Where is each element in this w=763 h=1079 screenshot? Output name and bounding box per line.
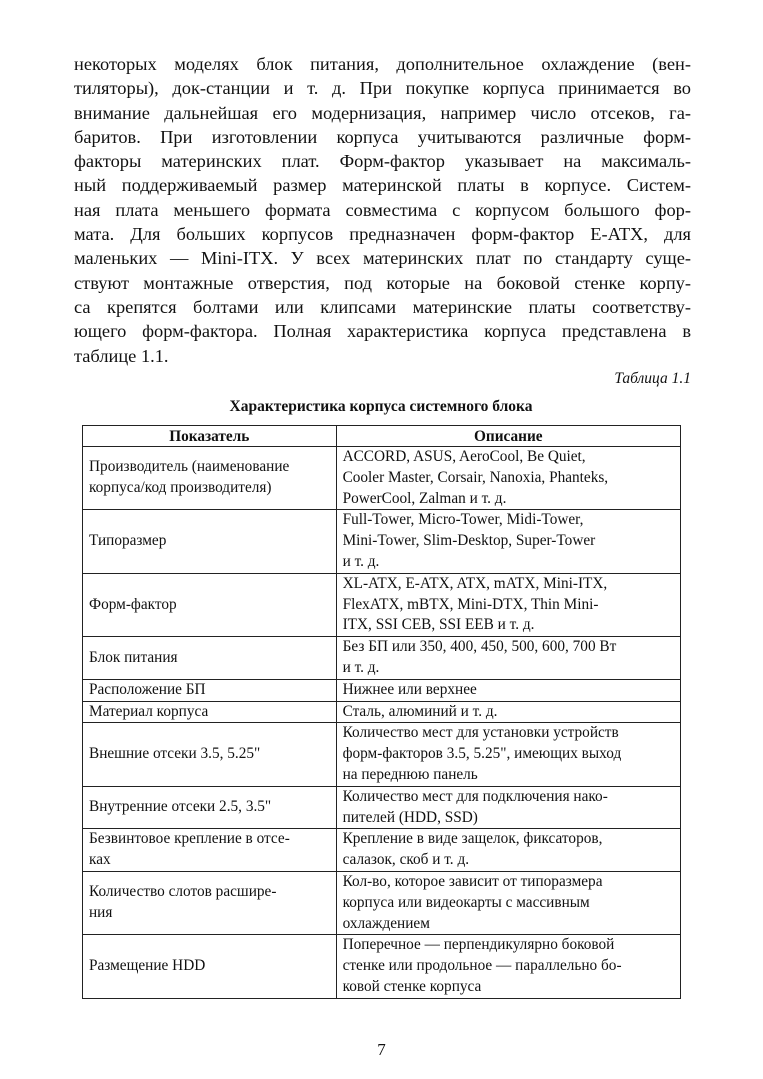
cell-line: Крепление в виде защелок, фиксаторов,	[342, 830, 603, 848]
indicator-cell	[83, 701, 337, 723]
body-line: ная плата меньшего формата совместима с корпусом большого фор-	[74, 199, 691, 220]
cell-line: Cooler Master, Corsair, Nanoxia, Phanteks,	[342, 468, 609, 486]
indicator-cell	[83, 510, 337, 573]
body-line: ствуют монтажные отверстия, под которые на боковой стенке корпу-	[74, 272, 691, 293]
body-line: маленьких — Mini-ITX. У всех материнских плат по стандарту суще-	[74, 248, 691, 269]
cell-line: Без БП или 350, 400, 450, 500, 600, 700 Вт	[342, 638, 617, 656]
cell-line: XL-ATX, E-ATX, ATX, mATX, Mini-ITX,	[342, 574, 608, 592]
cell-line: FlexATX, mBTX, Mini-DTX, Thin Mini-	[342, 595, 599, 613]
cell-line: и т. д.	[342, 658, 380, 676]
cell-line: Внутренние отсеки 2.5, 3.5"	[89, 798, 272, 816]
column-header-indicator: Показатель	[83, 426, 337, 447]
description-cell	[336, 829, 680, 872]
table-title: Характеристика корпуса системного блока	[229, 398, 533, 415]
cell-line: Форм-фактор	[89, 595, 177, 613]
cell-line: Размещение HDD	[89, 957, 206, 975]
description-cell	[336, 573, 680, 636]
table-row	[83, 723, 681, 786]
description-cell	[336, 935, 680, 998]
cell-line: ния	[89, 904, 113, 922]
cell-line: Внешние отсеки 3.5, 5.25"	[89, 745, 261, 763]
description-cell	[336, 510, 680, 573]
description-cell	[336, 701, 680, 723]
indicator-cell	[83, 679, 337, 701]
body-line: ющего форм-фактора. Полная характеристика корпуса представлена в	[74, 321, 691, 342]
indicator-cell	[83, 935, 337, 998]
indicator-cell	[83, 829, 337, 872]
cell-line: Mini-Tower, Slim-Desktop, Super-Tower	[342, 532, 596, 550]
cell-line: ках	[89, 851, 111, 869]
body-line: внимание дальнейшая его модернизация, например число отсеков, га-	[74, 102, 691, 123]
table-row	[83, 637, 681, 680]
indicator-cell	[83, 447, 337, 510]
table-row	[83, 510, 681, 573]
table-row	[83, 871, 681, 934]
cell-line: Кол-во, которое зависит от типоразмера	[342, 872, 603, 890]
cell-line: Full-Tower, Micro-Tower, Midi-Tower,	[342, 511, 584, 529]
cell-line: форм-факторов 3.5, 5.25", имеющих выход	[342, 745, 622, 763]
page-number: 7	[377, 1040, 386, 1059]
table-row	[83, 447, 681, 510]
body-line: баритов. При изготовлении корпуса учитываются различные форм-	[74, 126, 691, 147]
cell-line: ковой стенке корпуса	[342, 977, 482, 995]
cell-line: ACCORD, ASUS, AeroCool, Be Quiet,	[342, 448, 586, 465]
cell-line: PowerCool, Zalman и т. д.	[342, 489, 507, 507]
indicator-cell	[83, 871, 337, 934]
cell-line: стенке или продольное — параллельно бо-	[342, 957, 622, 975]
body-line: таблице 1.1.	[74, 345, 169, 366]
cell-line: на переднюю панель	[342, 765, 478, 783]
cell-line: Количество слотов расшире-	[89, 883, 277, 901]
cell-line: Расположение БП	[89, 680, 206, 698]
description-cell	[336, 723, 680, 786]
description-cell	[336, 679, 680, 701]
cell-line: Безвинтовое крепление в отсе-	[89, 830, 290, 848]
table-row	[83, 786, 681, 829]
body-line: факторы материнских плат. Форм-фактор указывает на максималь-	[74, 151, 691, 172]
cell-line: Производитель (наименование	[89, 458, 290, 476]
cell-line: Блок питания	[89, 648, 178, 666]
table-caption: Таблица 1.1	[614, 370, 691, 387]
body-line: ный поддерживаемый размер материнской платы в корпусе. Систем-	[74, 175, 691, 196]
cell-line: салазок, скоб и т. д.	[342, 851, 470, 869]
cell-line: Нижнее или верхнее	[342, 680, 477, 698]
cell-line: Сталь, алюминий и т. д.	[342, 702, 498, 720]
cell-line: пителей (HDD, SSD)	[342, 808, 478, 826]
column-header-description: Описание	[336, 426, 680, 447]
cell-line: Типоразмер	[89, 532, 167, 550]
cell-line: корпуса или видеокарты с массивным	[342, 893, 590, 911]
cell-line: и т. д.	[342, 552, 380, 570]
description-cell	[336, 447, 680, 510]
cell-line: Количество мест для установки устройств	[342, 724, 619, 742]
table-row	[83, 679, 681, 701]
table-row	[83, 573, 681, 636]
body-line: некоторых моделях блок питания, дополнительное охлаждение (вен-	[74, 54, 691, 74]
table-row	[83, 829, 681, 872]
indicator-cell	[83, 573, 337, 636]
cell-line: Поперечное — перпендикулярно боковой	[342, 936, 615, 954]
description-cell	[336, 637, 680, 680]
table-row	[83, 935, 681, 998]
cell-line: Материал корпуса	[89, 702, 209, 720]
indicator-cell	[83, 723, 337, 786]
indicator-cell	[83, 786, 337, 829]
body-line: мата. Для больших корпусов предназначен форм-фактор E-ATX, для	[74, 224, 691, 245]
cell-line: ITX, SSI CEB, SSI EEB и т. д.	[342, 616, 535, 634]
indicator-cell	[83, 637, 337, 680]
spec-table	[82, 425, 681, 999]
description-cell	[336, 786, 680, 829]
table-row	[83, 701, 681, 723]
cell-line: корпуса/код производителя)	[89, 479, 272, 497]
body-paragraph	[74, 52, 691, 368]
description-cell	[336, 871, 680, 934]
table-header-row	[83, 426, 681, 447]
cell-line: Количество мест для подключения нако-	[342, 787, 608, 805]
cell-line: охлаждением	[342, 914, 430, 932]
body-line: са крепятся болтами или клипсами материнские платы соответству-	[74, 296, 691, 317]
body-line: тиляторы), док-станции и т. д. При покупке корпуса принимается во	[74, 78, 691, 99]
